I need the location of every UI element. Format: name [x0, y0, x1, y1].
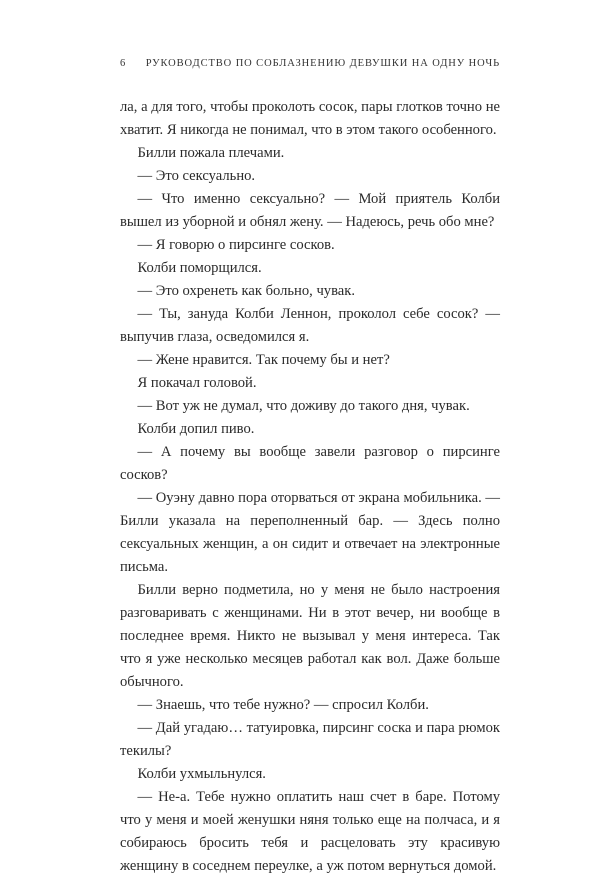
paragraph: — Я говорю о пирсинге сосков. — [137, 237, 335, 253]
paragraph: — Жене нравится. Так почему бы и нет? — [137, 352, 390, 368]
paragraph: — Что именно сексуально? — Мой приятель Колби вышел из уборной и обнял жену. — Надеюсь, речь обо мне? — [120, 191, 500, 230]
paragraph: — Оуэну давно пора оторваться от экрана мобильника. — Билли указала на переполненный бар. — Здесь полно сексуальных женщин, а он сидит и отвечает на электронные письма. — [120, 490, 501, 575]
paragraph: — Это охренеть как больно, чувак. — [137, 283, 356, 299]
paragraph: Колби допил пиво. — [137, 421, 255, 437]
paragraph: Билли пожала плечами. — [137, 145, 285, 161]
body-text — [120, 96, 500, 878]
paragraph: Колби поморщился. — [137, 260, 262, 276]
paragraph: ла, а для того, чтобы проколоть сосок, пары глотков точно не хватит. Я никогда не понимал, что в этом такого особенного. — [120, 99, 500, 138]
paragraph: Колби ухмыльнулся. — [137, 766, 266, 782]
page-header — [120, 58, 500, 74]
paragraph: Я покачал головой. — [137, 375, 257, 391]
paragraph: Билли верно подметила, но у меня не было настроения разговаривать с женщинами. Ни в этот вечер, ни вообще в последнее время. Никто не вызывал у меня интереса. Так что я уже несколько месяцев работал как вол. Даже больше обычного. — [120, 582, 500, 690]
paragraph: — Дай угадаю… татуировка, пирсинг соска и пара рюмок текилы? — [120, 720, 500, 759]
running-title: РУКОВОДСТВО ПО СОБЛАЗНЕНИЮ ДЕВУШКИ НА ОДНУ НОЧЬ — [145, 58, 500, 69]
paragraph: — Вот уж не думал, что доживу до такого дня, чувак. — [137, 398, 470, 414]
paragraph: — Не-а. Тебе нужно оплатить наш счет в баре. Потому что у меня и моей женушки няня только еще на полчаса, и я собираюсь бросить тебя и расцеловать эту красивую женщину в соседнем переулке, а уж потом вернуться домой. — [120, 789, 500, 874]
paragraph: — Ты, зануда Колби Леннон, проколол себе сосок? — выпучив глаза, осведомился я. — [120, 306, 500, 345]
paragraph: — Это сексуально. — [137, 168, 256, 184]
paragraph: — А почему вы вообще завели разговор о пирсинге сосков? — [120, 444, 500, 483]
page-number: 6 — [120, 58, 127, 69]
paragraph: — Знаешь, что тебе нужно? — спросил Колби. — [137, 697, 429, 713]
